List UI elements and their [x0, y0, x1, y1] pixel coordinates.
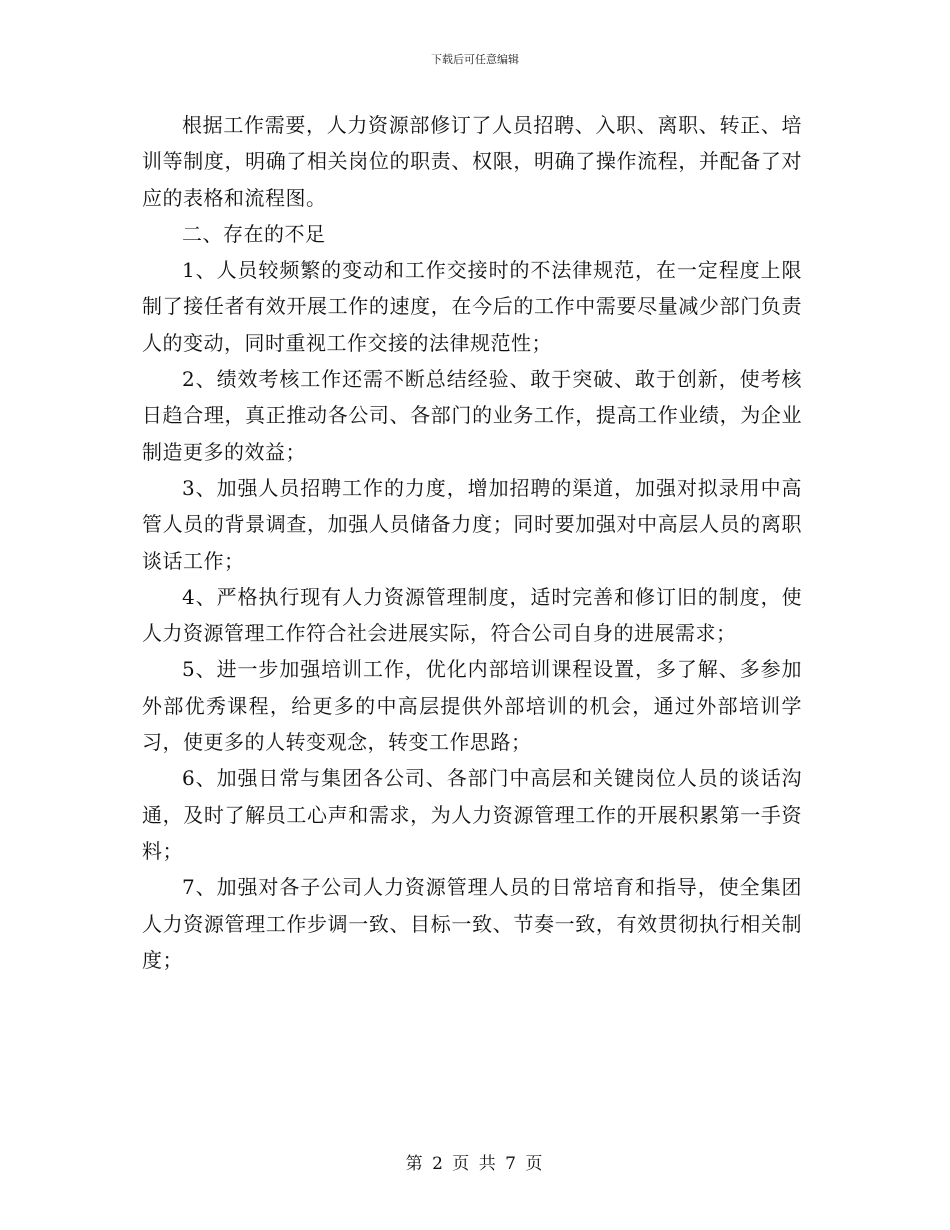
- page-number: 第 2 页 共 7 页: [405, 1154, 545, 1174]
- page-header: 下载后可任意编辑: [431, 53, 519, 66]
- list-item-6: 6、加强日常与集团各公司、各部门中高层和关键岗位人员的谈话沟通，及时了解员工心声和需求，为人力资源管理工作的开展积累第一手资料；: [142, 766, 802, 863]
- list-item-4: 4、严格执行现有人力资源管理制度，适时完善和修订旧的制度，使人力资源管理工作符合社会进展实际，符合公司自身的进展需求；: [142, 584, 802, 646]
- document-body: [142, 107, 802, 978]
- list-item-1: 1、人员较频繁的变动和工作交接时的不法律规范，在一定程度上限制了接任者有效开展工作的速度，在今后的工作中需要尽量减少部门负责人的变动，同时重视工作交接的法律规范性；: [142, 258, 802, 355]
- list-item-2: 2、绩效考核工作还需不断总结经验、敢于突破、敢于创新，使考核日趋合理，真正推动各公司、各部门的业务工作，提高工作业绩，为企业制造更多的效益；: [142, 367, 802, 464]
- section-heading-shortcomings: 二、存在的不足: [182, 221, 326, 246]
- paragraph-intro: 根据工作需要，人力资源部修订了人员招聘、入职、离职、转正、培训等制度，明确了相关岗位的职责、权限，明确了操作流程，并配备了对应的表格和流程图。: [142, 113, 802, 210]
- list-item-7: 7、加强对各子公司人力资源管理人员的日常培育和指导，使全集团人力资源管理工作步调一致、目标一致、节奏一致，有效贯彻执行相关制度；: [142, 875, 802, 972]
- list-item-5: 5、进一步加强培训工作，优化内部培训课程设置，多了解、多参加外部优秀课程，给更多的中高层提供外部培训的机会，通过外部培训学习，使更多的人转变观念，转变工作思路；: [142, 657, 802, 755]
- list-item-3: 3、加强人员招聘工作的力度，增加招聘的渠道，加强对拟录用中高管人员的背景调查，加强人员储备力度；同时要加强对中高层人员的离职谈话工作；: [142, 475, 802, 573]
